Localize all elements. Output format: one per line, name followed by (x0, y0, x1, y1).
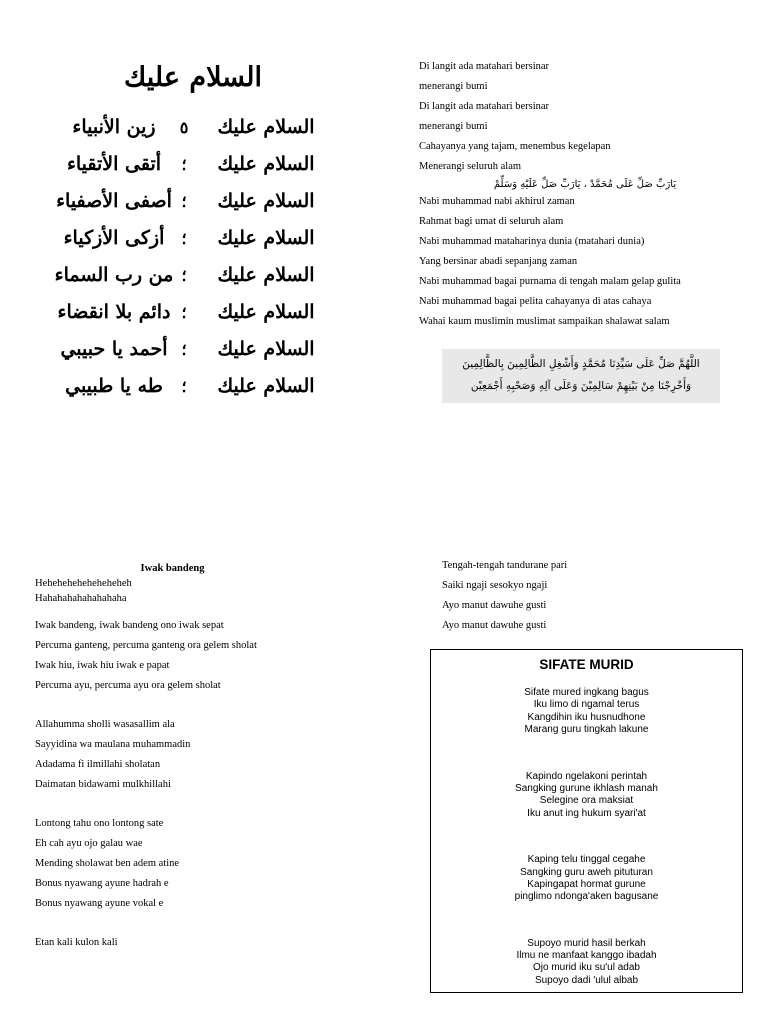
lyric-line: Ayo manut dawuhe gusti (442, 600, 547, 611)
stanza-line: Supoyo dadi 'ulul albab (534, 974, 639, 986)
calligraphy-verse: من رب السماء (54, 264, 174, 286)
calligraphy-salam: السلام عليك (217, 338, 315, 360)
spacer (35, 914, 335, 933)
calligraphy-separator: ؛ (181, 377, 187, 396)
calligraphy-salam: السلام عليك (217, 264, 315, 286)
prayer-line: اللَّهُمَّ صَلِّ عَلَى سَيِّدِنَا مُحَمَّدٍ وَأَشْغِلِ الظَّالِمِينَ بِالظَّالِمِينَ (462, 358, 700, 370)
calligraphy-salam: السلام عليك (217, 227, 315, 249)
arabic-prayer-box (442, 349, 720, 403)
calligraphy-separator: ؛ (181, 303, 187, 322)
lyric-line: Nabi muhammad mataharinya dunia (matahari dunia) (419, 236, 645, 247)
lyric-line: Allahumma sholli wasasallim ala (35, 719, 175, 730)
stanza-line: Iku limo di ngamal terus (533, 699, 640, 711)
calligraphy-salam: السلام عليك (217, 301, 315, 323)
calligraphy-image (52, 56, 334, 412)
stanza-line: Supoyo murid hasil berkah (527, 937, 646, 949)
lyric-line: Di langit ada matahari bersinar (419, 61, 550, 72)
stanza-line: Kapingapat hormat gurune (527, 878, 646, 890)
spacer (431, 904, 742, 924)
song-title: Iwak bandeng (140, 563, 205, 574)
calligraphy-salam: السلام عليك (217, 116, 315, 138)
lyric-line: Saiki ngaji sesokyo ngaji (442, 580, 548, 591)
prayer-line: وَأَخْرِجْنَا مِنْ بَيْنِهِمْ سَالِمِيْنَ وَعَلَى آلِهِ وَصَحْبِهِ أَجْمَعِيْن (470, 380, 692, 392)
spacer (35, 795, 335, 814)
calligraphy-separator: ٥ (179, 118, 189, 137)
box-heading: SIFATE MURID (539, 657, 634, 672)
lyric-line: Daimatan bidawami mulkhillahi (35, 779, 171, 790)
lyric-line: Mending sholawat ben adem atine (35, 858, 180, 869)
lyric-line: Nabi muhammad bagai pelita cahayanya di atas cahaya (419, 296, 652, 307)
lyric-line: Sayyidina wa maulana muhammadin (35, 739, 191, 750)
calligraphy-verse: زين الأنبياء (72, 116, 156, 138)
calligraphy-separator: ؛ (181, 155, 187, 174)
calligraphy-salam: السلام عليك (217, 153, 315, 175)
spacer (431, 737, 742, 757)
lyric-line: Adadama fi ilmillahi sholatan (35, 759, 161, 770)
stanza-line: Sangking guru aweh pituturan (520, 866, 653, 878)
stanza (431, 687, 742, 737)
sifate-murid-box (430, 649, 743, 993)
stanza-line: pinglimo ndonga'aken bagusane (514, 891, 659, 903)
lyrics-tengah-tengah (442, 556, 742, 636)
lyric-line: Cahayanya yang tajam, menembus kegelapan (419, 141, 611, 152)
spacer (35, 696, 335, 715)
calligraphy-row (52, 151, 334, 188)
stanza-line: Iku anut ing hukum syari'at (527, 807, 646, 819)
stanza-line: Selegine ora maksiat (539, 795, 634, 807)
lyric-line: Eh cah ayu ojo galau wae (35, 838, 143, 849)
lyric-line: Rahmat bagi umat di seluruh alam (419, 216, 564, 227)
arabic-shalawat-line: يَارَبِّ صَلِّ عَلَى مُحَمَّدْ ، يَارَبِّ صَلِّ عَلَيْهِ وَسَلِّمْ (493, 179, 677, 190)
lyrics-iwak-bandeng (35, 562, 335, 953)
lyric-line: Percuma ayu, percuma ayu ora gelem sholat (35, 680, 221, 691)
calligraphy-verse: أحمد يا حبيبي (60, 338, 168, 360)
spacer (431, 820, 742, 840)
calligraphy-separator: ؛ (181, 229, 187, 248)
lyrics-matahari (419, 57, 749, 332)
calligraphy-salam: السلام عليك (217, 375, 315, 397)
stanza-line: Sifate mured ingkang bagus (524, 687, 649, 698)
calligraphy-row (52, 188, 334, 225)
calligraphy-separator: ؛ (181, 266, 187, 285)
lyric-line: Iwak hiu, iwak hiu iwak e papat (35, 660, 170, 671)
calligraphy-verse: أزكى الأزكياء (63, 227, 165, 249)
lyric-line: Etan kali kulon kali (35, 937, 118, 948)
lyric-line: Percuma ganteng, percuma ganteng ora gelem sholat (35, 640, 257, 651)
spacer (35, 606, 335, 616)
lyric-line: Wahai kaum muslimin muslimat sampaikan shalawat salam (419, 316, 670, 327)
calligraphy-separator: ؛ (181, 192, 187, 211)
stanza (431, 854, 742, 904)
calligraphy-row (52, 299, 334, 336)
stanza (431, 938, 742, 988)
calligraphy-verse: طه يا طبيبي (65, 375, 163, 397)
lyric-line: Yang bersinar abadi sepanjang zaman (419, 256, 578, 267)
calligraphy-title: السلام عليك (124, 62, 262, 93)
calligraphy-verse: أصفى الأصفياء (56, 190, 172, 212)
lyric-line: Heheheheheheheheheh (35, 578, 132, 589)
calligraphy-row (52, 114, 334, 151)
stanza-line: Marang guru tingkah lakune (524, 724, 649, 736)
lyric-line: Hahahahahahahahaha (35, 593, 127, 604)
lyric-line: Di langit ada matahari bersinar (419, 101, 550, 112)
lyric-line: Ayo manut dawuhe gusti (442, 620, 547, 631)
stanza-line: Kapindo ngelakoni perintah (525, 770, 648, 782)
calligraphy-row (52, 336, 334, 373)
lyric-line: Nabi muhammad nabi akhirul zaman (419, 196, 575, 207)
stanza-line: Kaping telu tinggal cegahe (527, 854, 646, 866)
lyric-line: Menerangi seluruh alam (419, 161, 522, 172)
lyric-line: Tengah-tengah tandurane pari (442, 560, 568, 571)
stanza (431, 771, 742, 821)
stanza-line: Kangdihin iku husnudhone (527, 711, 646, 723)
stanza-line: Ilmu ne manfaat kanggo ibadah (516, 950, 657, 962)
calligraphy-verse: أتقى الأتقياء (66, 153, 162, 175)
lyric-line: Lontong tahu ono lontong sate (35, 818, 164, 829)
lyric-line: menerangi bumi (419, 81, 488, 92)
lyric-line: Nabi muhammad bagai purnama di tengah malam gelap gulita (419, 276, 681, 287)
calligraphy-row (52, 262, 334, 299)
lyric-line: Iwak bandeng, iwak bandeng ono iwak sepat (35, 620, 224, 631)
calligraphy-verse: دائم بلا انقضاء (57, 301, 171, 323)
lyric-line: Bonus nyawang ayune vokal e (35, 898, 164, 909)
lyric-line: menerangi bumi (419, 121, 488, 132)
calligraphy-rows (52, 114, 334, 410)
calligraphy-row (52, 373, 334, 410)
calligraphy-row (52, 225, 334, 262)
stanza-line: Sangking gurune ikhlash manah (515, 782, 658, 794)
calligraphy-salam: السلام عليك (217, 190, 315, 212)
lyric-line: Bonus nyawang ayune hadrah e (35, 878, 169, 889)
calligraphy-separator: ؛ (181, 340, 187, 359)
stanza-line: Ojo murid iku su'ul adab (533, 962, 640, 974)
